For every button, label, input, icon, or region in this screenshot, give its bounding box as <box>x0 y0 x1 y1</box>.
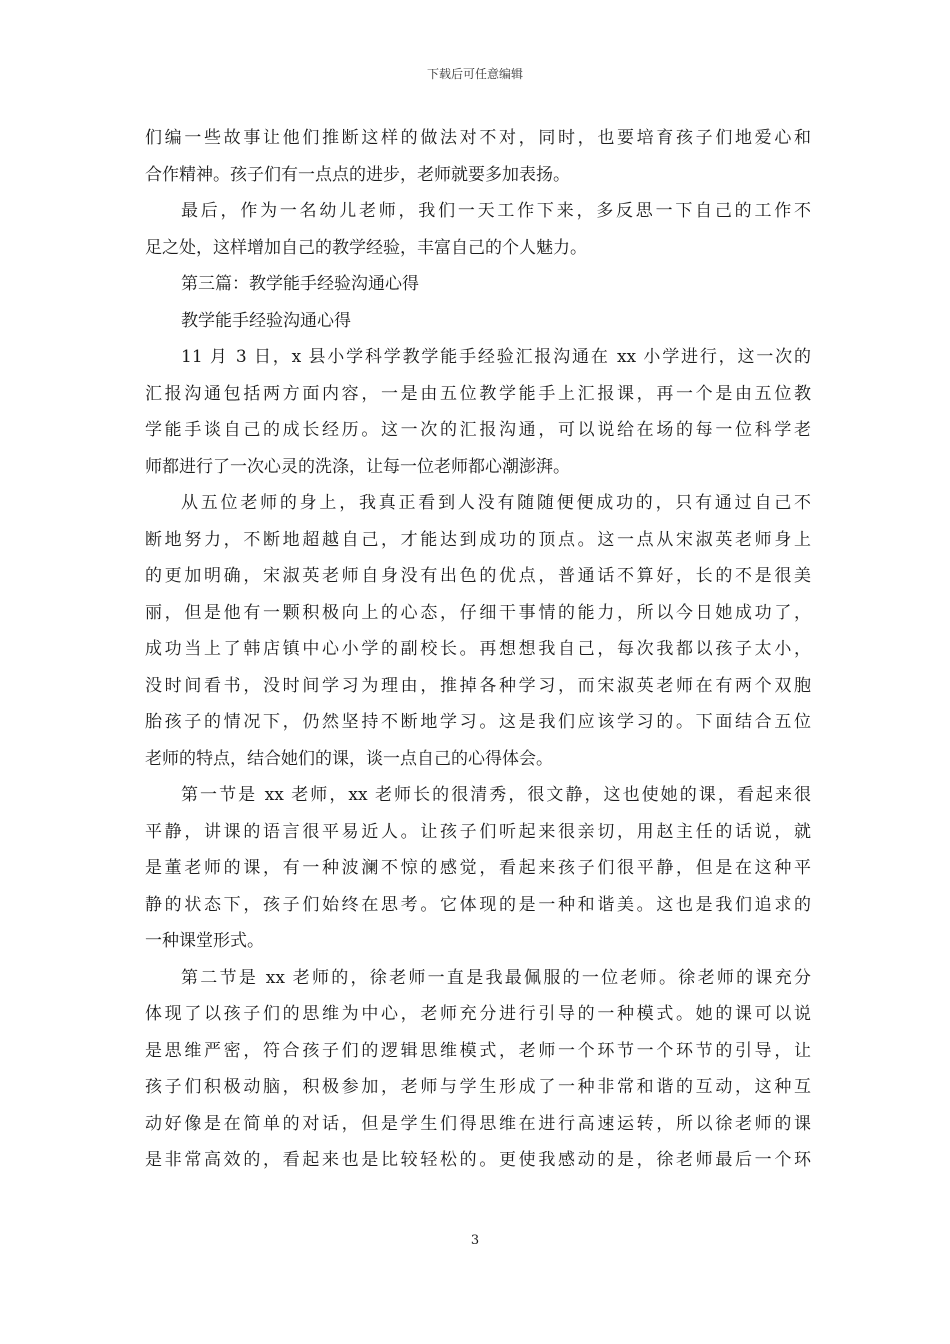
text-line: 足之处，这样增加自己的教学经验，丰富自己的个人魅力。 <box>145 237 587 258</box>
text-line: 体现了以孩子们的思维为中心，老师充分进行引导的一种模式。她的课可以说 <box>145 1004 811 1024</box>
text-line: 11 月 3 日，x 县小学科学教学能手经验汇报沟通在 xx 小学进行，这一次的 <box>181 347 811 367</box>
text-line: 老师的特点，结合她们的课，谈一点自己的心得体会。 <box>145 748 553 769</box>
text-line: 一种课堂形式。 <box>145 931 264 951</box>
text-line: 是思维严密，符合孩子们的逻辑思维模式，老师一个环节一个环节的引导，让 <box>145 1040 811 1061</box>
text-line: 胎孩子的情况下，仍然坚持不断地学习。这是我们应该学习的。下面结合五位 <box>145 712 811 732</box>
text-line: 最后，作为一名幼儿老师，我们一天工作下来，多反思一下自己的工作不 <box>181 201 811 221</box>
text-line: 汇报沟通包括两方面内容，一是由五位教学能手上汇报课，再一个是由五位教 <box>145 383 811 404</box>
text-line: 们编一些故事让他们推断这样的做法对不对，同时，也要培育孩子们地爱心和 <box>145 128 811 148</box>
text-line: 平静，讲课的语言很平易近人。让孩子们听起来很亲切，用赵主任的话说，就 <box>145 821 811 842</box>
document-body <box>145 120 811 1179</box>
text-line: 合作精神。孩子们有一点点的进步，老师就要多加表扬。 <box>145 164 570 185</box>
text-line: 是非常高效的，看起来也是比较轻松的。更使我感动的是，徐老师最后一个环 <box>145 1150 811 1170</box>
page-number: 3 <box>470 1233 480 1248</box>
page-header: 下载后可任意编辑 <box>426 67 523 81</box>
text-line: 第一节是 xx 老师，xx 老师长的很清秀，很文静，这也使她的课，看起来很 <box>181 785 811 805</box>
text-line: 第二节是 xx 老师的，徐老师一直是我最佩服的一位老师。徐老师的课充分 <box>181 967 811 988</box>
text-line: 从五位老师的身上，我真正看到人没有随随便便成功的，只有通过自己不 <box>181 493 811 513</box>
text-line: 第三篇：教学能手经验沟通心得 <box>181 274 419 294</box>
text-line: 的更加明确，宋淑英老师自身没有出色的优点，普通话不算好，长的不是很美 <box>145 566 811 586</box>
text-line: 教学能手经验沟通心得 <box>181 310 351 331</box>
text-line: 动好像是在简单的对话，但是学生们得思维在进行高速运转，所以徐老师的课 <box>145 1113 811 1134</box>
text-line: 断地努力，不断地超越自己，才能达到成功的顶点。这一点从宋淑英老师身上 <box>145 529 811 550</box>
text-line: 孩子们积极动脑，积极参加，老师与学生形成了一种非常和谐的互动，这种互 <box>145 1077 811 1097</box>
text-line: 是董老师的课，有一种波澜不惊的感觉，看起来孩子们很平静，但是在这种平 <box>145 858 811 878</box>
text-line: 静的状态下，孩子们始终在思考。它体现的是一种和谐美。这也是我们追求的 <box>145 894 811 915</box>
text-line: 丽，但是他有一颗积极向上的心态，仔细干事情的能力，所以今日她成功了， <box>145 602 811 623</box>
text-line: 没时间看书，没时间学习为理由，推掉各种学习，而宋淑英老师在有两个双胞 <box>145 675 811 696</box>
text-line: 学能手谈自己的成长经历。这一次的汇报沟通，可以说给在场的每一位科学老 <box>145 420 811 440</box>
text-line: 师都进行了一次心灵的洗涤，让每一位老师都心潮澎湃。 <box>145 456 570 477</box>
text-line: 成功当上了韩店镇中心小学的副校长。再想想我自己，每次我都以孩子太小， <box>145 639 811 659</box>
